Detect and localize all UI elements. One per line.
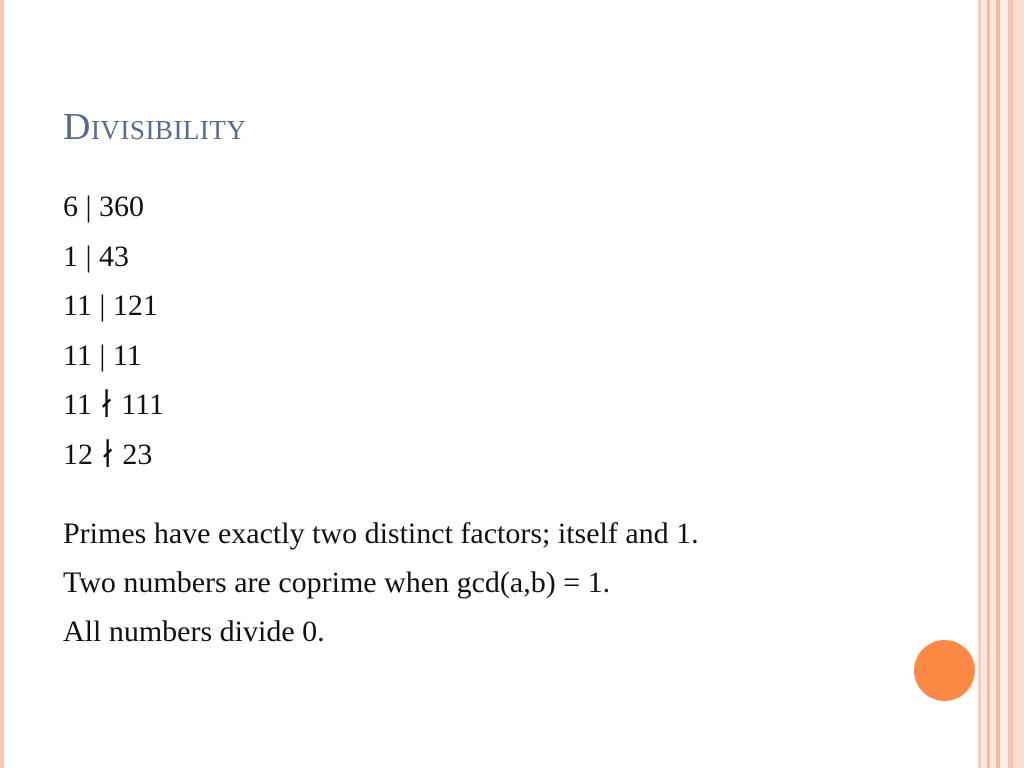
- relation-line: 11 | 121: [63, 289, 158, 322]
- relation-line: 11 | 11: [63, 338, 142, 372]
- left-border: [0, 0, 4, 768]
- relation-line: 11 ∤ 111: [63, 388, 165, 421]
- relation-line: 6 | 360: [63, 190, 145, 223]
- statement-zero: All numbers divide 0.: [63, 615, 325, 648]
- statement-coprime: Two numbers are coprime when gcd(a,b) = 1.: [63, 566, 611, 599]
- slide-body: [63, 190, 883, 664]
- orange-circle-decoration: [914, 640, 975, 701]
- statement-primes: Primes have exactly two distinct factors; itself and 1.: [63, 517, 699, 550]
- relation-line: 12 ∤ 23: [63, 437, 153, 471]
- slide-title: Divisibility: [63, 106, 247, 148]
- decorative-stripes: [978, 0, 1024, 768]
- relation-line: 1 | 43: [63, 239, 130, 273]
- spacer: [63, 487, 883, 517]
